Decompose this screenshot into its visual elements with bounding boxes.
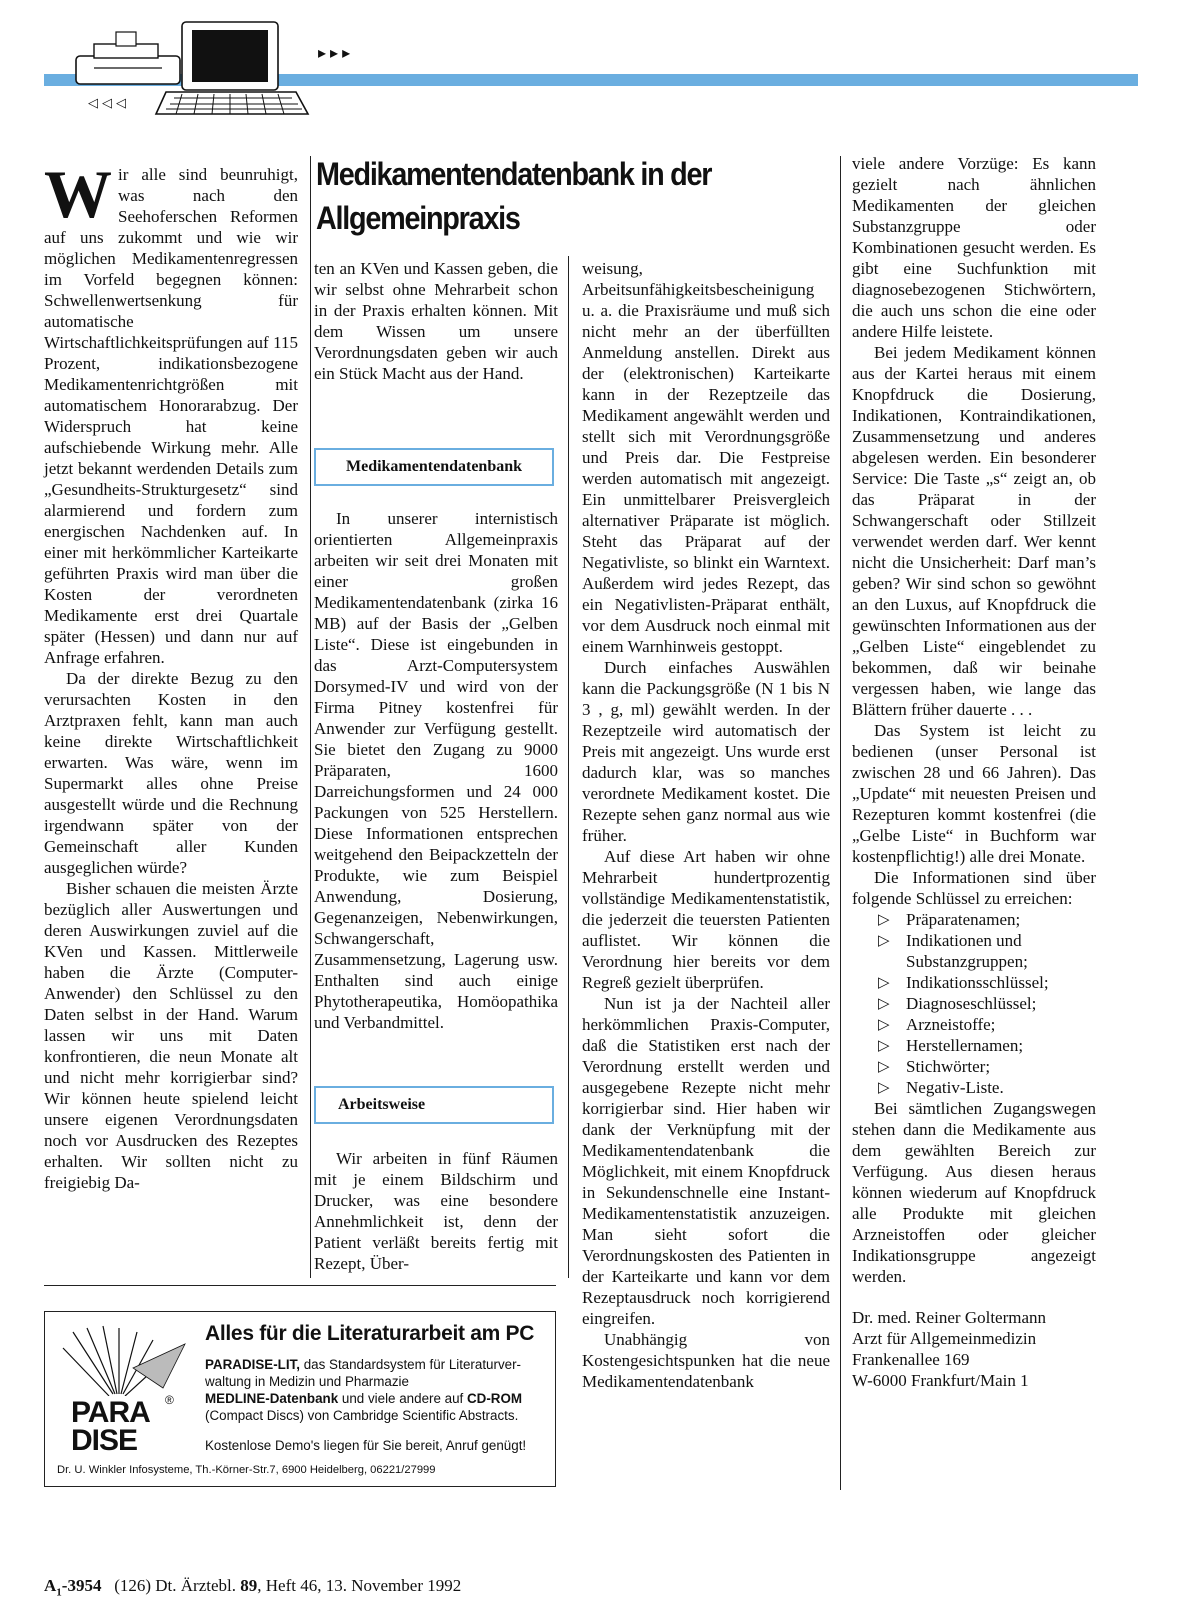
horizontal-divider bbox=[44, 1285, 556, 1286]
article-column-2-section bbox=[314, 1148, 558, 1274]
svg-text:DISE: DISE bbox=[71, 1424, 138, 1454]
advertisement-box bbox=[44, 1311, 556, 1487]
list-item: ▷ Arzneistoffe; bbox=[878, 1014, 1096, 1035]
article-column-4 bbox=[852, 153, 1096, 1391]
list-item: ▷ Diagnoseschlüssel; bbox=[878, 993, 1096, 1014]
list-item: ▷ Negativ-Liste. bbox=[878, 1077, 1096, 1098]
paragraph: In unserer internistisch orientierten Allgemeinpraxis arbeiten wir seit drei Monaten mit einer großen Medikamentendatenbank (zirka 16 MB) auf der Basis der „Gelben Liste“. Diese ist eingebunden in das Arzt-Computersystem Dorsymed-IV und wird von der Firma Pitney kostenfrei für Anwender zur Verfügung gestellt. Sie bietet den Zugang zu 9000 Präparaten, 1600 Darreichungsformen und 24 000 Packungen von 525 Herstellern. Diese Informationen entsprechen weitgehend den Beipackzetteln der Produkte, wie zum Beispiel Anwendung, Dosierung, Gegenanzeigen, Nebenwirkungen, Schwangerschaft, Zusammensetzung, Lagerung usw. Enthalten sind auch einige Phytotherapeutika, Homöopathika und Verbandmittel. bbox=[314, 509, 558, 1032]
column-divider bbox=[840, 156, 841, 1490]
paragraph: Bei sämtlichen Zugangswegen stehen dann die Medikamente aus dem gewählten Bereich zur Verfügung. Aus diesen heraus können wiederum auf Knopfdruck alle Produkte mit gleichen Arzneistoffen oder gleicher Indikationsgruppe angezeigt werden. bbox=[852, 1099, 1096, 1286]
arrows-left-icon: ◁◁◁ bbox=[88, 96, 130, 111]
column-divider bbox=[310, 156, 311, 1278]
paradise-logo bbox=[53, 1324, 193, 1454]
arrows-right-icon: ▸▸▸ bbox=[318, 43, 355, 62]
author-name: Dr. med. Reiner Goltermann bbox=[852, 1308, 1047, 1327]
paragraph: Bisher schauen die meisten Ärzte bezüglich aller Auswertungen und deren Auswirkungen zuviel auf die KVen und Kassen. Mittlerweile haben die Ärzte (Computer-Anwender) den Schlüssel zu den Daten selbst in der Hand. Warum lassen wir uns mit Daten konfrontieren, die neun Monate alt und nicht mehr korrigierbar sind? Wir können heute spielend leicht unsere eigenen Verordnungsdaten noch vor Ausdrucken des Rezeptes erhalten. Wir sollten nicht zu freigiebig Da- bbox=[44, 879, 298, 1192]
author-street: Frankenallee 169 bbox=[852, 1350, 970, 1369]
page-number: -3954 bbox=[61, 1576, 102, 1595]
paragraph: Durch einfaches Auswählen kann die Packungsgröße (N 1 bis N 3 , g, ml) gewählt werden. In der Rezeptzeile wird automatisch der Preis mit angezeigt. Uns wurde erst dadurch klar, was so manches verordnete Medikament kostet. Die Rezepte sehen ganz normal aus wie früher. bbox=[582, 658, 830, 845]
ad-headline: Alles für die Literaturarbeit am PC bbox=[205, 1322, 535, 1345]
paragraph: Bei jedem Medikament können aus der Kartei heraus mit einem Knopfdruck die Dosierung, Indikationen, Kontraindikationen, Zusammensetzung und anderes abgelesen werden. Ein besonderer Service: Die Taste „s“ zeigt an, ob das Präparat in der Schwangerschaft oder Stillzeit verwendet werden darf. Wer kennt nicht die Unsicherheit: Darf man’s geben? Wir sind schon so gewöhnt an den Luxus, auf Knopfdruck die gewünschten Informationen aus der „Gelben Liste“ eingeblendet zu bekommen, daß wir beinahe vergessen haben, wie lange das Blättern früher dauerte . . . bbox=[852, 343, 1096, 719]
svg-text:PARA: PARA bbox=[71, 1396, 150, 1429]
volume: 89 bbox=[240, 1576, 258, 1595]
paragraph: ir alle sind beunruhigt, was nach den Seehoferschen Reformen auf uns zukommt und wie wir möglichen Medikamentenregressen im Vorfeld begegnen können: Schwellenwertsenkung für automatische Wirtschaftlichkeitsprüfungen auf 115 Prozent, indikationsbezogene Medikamentenrichtgrößen mit automatischem Honorarabzug. Der Widerspruch hat keine aufschiebende Wirkung mehr. Alle jetzt bekannt werdenden Details zum „Gesundheits-Strukturgesetz“ sind alarmierend und fordern zum energischen Nachdenken auf. In einer mit herkömmlicher Karteikarte geführten Praxis wird man über die Kosten der verordneten Medikamente erst drei Quartale später (Hessen) und dann nur auf Anfrage erfahren. bbox=[44, 165, 298, 667]
paragraph: Da der direkte Bezug zu den verursachten Kosten in den Arztpraxen fehlt, kann man auch keine direkte Wirtschaftlichkeit erwarten. Was wäre, wenn im Supermarkt alles ohne Preise ausgestellt würde und die Rechnung irgendwann später von der Gemeinschaft aller Kunden ausgeglichen würde? bbox=[44, 669, 298, 877]
section-heading: Arbeitsweise bbox=[314, 1086, 554, 1124]
page-prefix: A bbox=[44, 1576, 57, 1595]
ad-body: PARADISE-LIT, das Standardsystem für Literaturver- waltung in Medizin und Pharmazie MEDLINE-Datenbank und viele andere auf CD-ROM (Compact Discs) von Cambridge Scientific Abstracts. bbox=[205, 1357, 523, 1423]
article-column-1 bbox=[44, 156, 298, 1193]
list-item: ▷ Indikationen und Substanzgruppen; bbox=[878, 930, 1096, 972]
title-line-1: Medikamentendatenbank in der bbox=[316, 156, 712, 192]
author-city: W-6000 Frankfurt/Main 1 bbox=[852, 1371, 1029, 1390]
paragraph: Das System ist leicht zu bedienen (unser Personal ist zwischen 28 und 66 Jahren). Das „Update“ mit neuesten Preisen und Rezepturen kommt kostenfrei (die „Gelbe Liste“ in Buchform war kostenpflichtig!) alle drei Monate. bbox=[852, 721, 1096, 866]
paragraph: Wir arbeiten in fünf Räumen mit je einem Bildschirm und Drucker, was eine besondere Annehmlichkeit ist, denn der Patient verläßt bereits fertig mit Rezept, Über- bbox=[314, 1149, 558, 1273]
article-column-2-section bbox=[314, 508, 558, 1033]
article-column-2 bbox=[314, 258, 558, 384]
drop-cap: W bbox=[44, 156, 112, 232]
article-column-3 bbox=[582, 258, 830, 1392]
article-title bbox=[316, 152, 766, 240]
paragraph: Auf diese Art haben wir ohne Mehrarbeit hundertprozentig vollständige Medikamentenstatistik, die jederzeit die teuersten Patienten auflistet. Wir können die Verordnung hier bereits vor dem Regreß gezielt überprüfen. bbox=[582, 847, 830, 992]
author-title: Arzt für Allgemeinmedizin bbox=[852, 1329, 1037, 1348]
list-item: ▷ Stichwörter; bbox=[878, 1056, 1096, 1077]
title-line-2: Allgemeinpraxis bbox=[316, 200, 520, 236]
ad-address: Dr. U. Winkler Infosysteme, Th.-Körner-Str.7, 6900 Heidelberg, 06221/27999 bbox=[57, 1464, 436, 1476]
paragraph: ten an KVen und Kassen geben, die wir selbst ohne Mehrarbeit schon in der Praxis erhalten können. Mit dem Wissen um unsere Verordnungsdaten geben wir auch ein Stück Macht aus der Hand. bbox=[314, 259, 558, 383]
page-footer: $A_1-3954$ (126) Dt. Ärztebl. 89, Heft 46, 13. November 1992 bbox=[44, 1576, 462, 1599]
list-item: ▷ Herstellernamen; bbox=[878, 1035, 1096, 1056]
paragraph: Die Informationen sind über folgende Schlüssel zu erreichen: bbox=[852, 868, 1096, 908]
column-divider bbox=[568, 256, 569, 1278]
key-list bbox=[878, 909, 1096, 1098]
author-signature bbox=[852, 1307, 1096, 1391]
issue-info: (126) Dt. Ärztebl. bbox=[114, 1576, 237, 1595]
paragraph: viele andere Vorzüge: Es kann gezielt nach ähnlichen Medikamenten der gleichen Substanzgruppe oder Kombinationen gesucht werden. Es gibt eine Suchfunktion mit diagnosebezogenen Stichwörtern, die auch uns schon die eine oder andere Hilfe leistete. bbox=[852, 154, 1096, 341]
paragraph: weisung, Arbeitsunfähigkeitsbescheinigung u. a. die Praxisräume und muß sich nicht mehr an der überfüllten Anmeldung anstellen. Direkt aus der (elektronischen) Karteikarte kann in der Rezeptzeile das Medikament angewählt werden und stellt sich mit Verordnungsgröße und Preis dar. Die Festpreise werden automatisch mit angezeigt. Ein unmittelbarer Preisvergleich alternativer Präparate ist möglich. Steht das Präparat auf der Negativliste, so blinkt ein Warntext. Außerdem wird jedes Rezept, das ein Negativlisten-Präparat enthält, vor dem Ausdruck noch einmal mit einem Warnhinweis gestoppt. bbox=[582, 259, 830, 656]
list-item: ▷ Indikationsschlüssel; bbox=[878, 972, 1096, 993]
paragraph: Unabhängig von Kostengesichtspunken hat die neue Medikamentendatenbank bbox=[582, 1330, 830, 1391]
ad-demo-offer: Kostenlose Demo's liegen für Sie bereit, Anruf genügt! bbox=[205, 1438, 527, 1453]
svg-text:®: ® bbox=[165, 1393, 174, 1407]
paragraph: Nun ist ja der Nachteil aller herkömmlichen Praxis-Computer, daß die Statistiken erst nach der Verordnung erstellt werden und ausgegebene Rezepte nicht mehr korrigierbar sind. Hier haben wir dank der Verknüpfung mit der Medikamentendatenbank die Möglichkeit, mit einem Knopfdruck in Sekundenschnelle eine Instant-Medikamentenstatistik anzuzeigen. Man sieht sofort die Verordnungskosten des Patienten in der Karteikarte und kann vor dem Rezeptausdruck noch korrigierend eingreifen. bbox=[582, 994, 830, 1328]
list-item: ▷ Präparatenamen; bbox=[878, 909, 1096, 930]
section-heading: Medikamentendatenbank bbox=[314, 448, 554, 486]
